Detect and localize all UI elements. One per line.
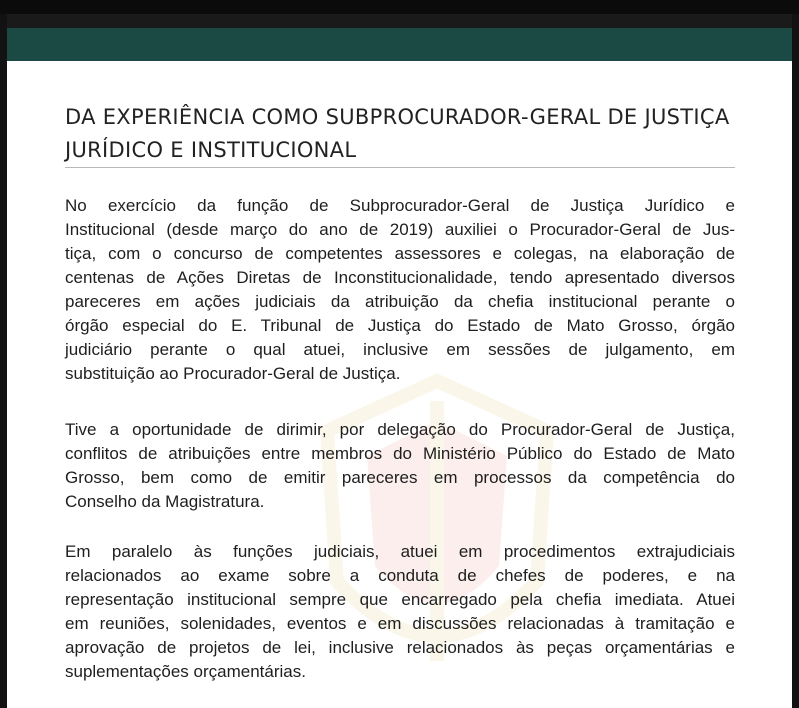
section-title	[65, 101, 745, 167]
paragraph-line: aprovação de projetos de lei, inclusive relacionados às peças orçamentárias e	[65, 638, 735, 657]
paragraph-extrajudicial-functions	[65, 540, 735, 684]
title-underline	[65, 167, 735, 168]
document-page	[7, 61, 792, 708]
paragraph-line: Grosso, bem como de emitir pareceres em processos da competência do	[65, 468, 735, 487]
paragraph-line: Tive a oportunidade de dirimir, por delegação do Procurador-Geral de Justiça,	[65, 420, 735, 439]
paragraph-line: No exercício da função de Subprocurador-Geral de Justiça Jurídico e	[65, 196, 735, 215]
paragraph-line: pareceres em ações judiciais da atribuição da chefia institucional perante o	[65, 292, 735, 311]
paragraph-line: representação institucional sempre que encarregado pela chefia imediata. Atuei	[65, 590, 735, 609]
paragraph-line: suplementações orçamentárias.	[65, 662, 306, 681]
paragraph-line: Conselho da Magistratura.	[65, 492, 265, 511]
top-strip	[0, 0, 799, 14]
paragraph-conflict-resolution	[65, 418, 735, 514]
paragraph-line: judiciário perante o qual atuei, inclusive em sessões de julgamento, em	[65, 340, 735, 359]
paragraph-line: relacionados ao exame sobre a conduta de chefes de poderes, e na	[65, 566, 735, 585]
paragraph-line: Institucional (desde março do ano de 2019) auxiliei o Procurador-Geral de Jus-	[65, 220, 735, 239]
paragraph-line: em reuniões, solenidades, eventos e em discussões relacionadas à tramitação e	[65, 614, 735, 633]
paragraph-line: Em paralelo às funções judiciais, atuei em procedimentos extrajudiciais	[65, 542, 735, 561]
section-title-line: DA EXPERIÊNCIA COMO SUBPROCURADOR-GERAL DE JUSTIÇA	[65, 105, 730, 129]
frame-right	[792, 14, 799, 708]
header-bar	[7, 28, 792, 61]
paragraph-line: conflitos de atribuições entre membros do Ministério Público do Estado de Mato	[65, 444, 735, 463]
paragraph-subprocurador-duties	[65, 194, 735, 386]
paragraph-line: substituição ao Procurador-Geral de Justiça.	[65, 364, 401, 383]
paragraph-line: órgão especial do E. Tribunal de Justiça do Estado de Mato Grosso, órgão	[65, 316, 735, 335]
frame-left	[0, 14, 7, 708]
section-title-line: JURÍDICO E INSTITUCIONAL	[65, 138, 357, 162]
paragraph-line: tiça, com o concurso de competentes assessores e colegas, na elaboração de	[65, 244, 735, 263]
paragraph-line: centenas de Ações Diretas de Inconstitucionalidade, tendo apresentado diversos	[65, 268, 735, 287]
